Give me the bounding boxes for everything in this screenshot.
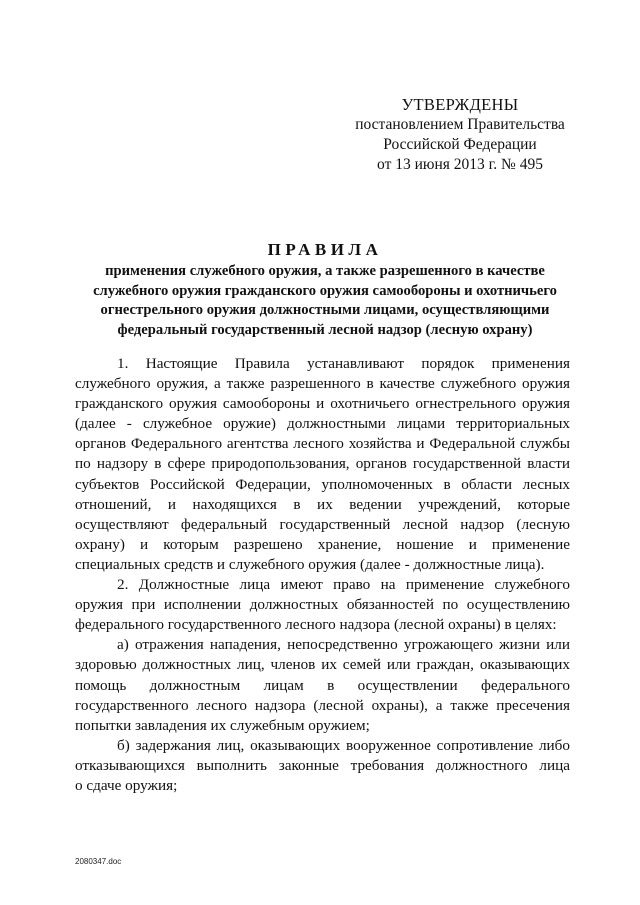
document-title-block	[70, 239, 580, 340]
text-line: б) задержания лиц, оказывающих вооруженное сопротивление либо	[117, 736, 570, 754]
text-line: (далее - служебное оружие) должностными лицами территориальных	[75, 415, 570, 433]
approval-title: УТВЕРЖДЕНЫ	[401, 95, 519, 114]
approval-line-2: Российской Федерации	[383, 136, 537, 153]
text-line: органов Федерального агентства лесного хозяйства и Федеральной службы	[75, 435, 570, 453]
document-subtitle-line-3: огнестрельного оружия должностными лицами, осуществляющими	[100, 302, 550, 318]
text-line: субъектов Российской Федерации, уполномоченных в области лесных	[75, 475, 570, 493]
document-subtitle-line-2: служебного оружия гражданского оружия самообороны и охотничьего	[93, 282, 557, 299]
text-line: специальных средств и служебного оружия (далее - должностные лица).	[75, 555, 545, 573]
document-subtitle-line-4: федеральный государственный лесной надзор (лесную охрану)	[117, 321, 533, 338]
paragraph-2b	[75, 736, 570, 796]
approval-date-number: от 13 июня 2013 г. № 495	[377, 156, 543, 173]
text-line: осуществляют федеральный государственный лесной надзор (лесную	[75, 515, 570, 533]
text-line: федерального государственного лесного надзора (лесной охраны) в целях:	[75, 616, 557, 634]
text-line: 2. Должностные лица имеют право на применение служебного	[117, 576, 570, 594]
text-line: служебного оружия, а также разрешенного в качестве служебного оружия	[75, 375, 570, 393]
approval-line-1: постановлением Правительства	[355, 116, 565, 133]
text-line: здоровью должностных лиц, членов их семей или граждан, оказывающих	[75, 656, 570, 674]
text-line: попытки завладения их служебным оружием;	[75, 716, 370, 734]
text-line: по надзору в сфере природопользования, органов государственной власти	[75, 455, 570, 473]
document-title: ПРАВИЛА	[267, 240, 383, 259]
paragraph-2	[75, 575, 570, 635]
document-subtitle-line-1: применения служебного оружия, а также разрешенного в качестве	[105, 263, 545, 279]
text-line: 1. Настоящие Правила устанавливают порядок применения	[117, 355, 570, 372]
text-line: а) отражения нападения, непосредственно угрожающего жизни или	[117, 636, 570, 654]
text-line: охрану) и которым разрешено хранение, ношение и применение	[75, 535, 570, 553]
document-file-code: 2080347.doc	[75, 857, 122, 866]
approval-block	[340, 95, 580, 175]
document-body	[75, 354, 570, 796]
text-line: отношений, и находящихся в их ведении учреждений, которые	[75, 495, 570, 513]
text-line: помощь должностным лицам в осуществлении федерального	[75, 676, 570, 694]
text-line: отказывающихся выполнить законные требования должностного лица	[75, 756, 570, 774]
text-line: оружия при исполнении должностных обязанностей по осуществлению	[75, 596, 570, 614]
text-line: гражданского оружия самообороны и охотничьего огнестрельного оружия	[75, 395, 570, 413]
text-line: о сдаче оружия;	[75, 776, 178, 794]
paragraph-1	[75, 354, 570, 575]
paragraph-2a	[75, 635, 570, 735]
text-line: государственного лесного надзора (лесной охраны), а также пресечения	[75, 696, 570, 714]
